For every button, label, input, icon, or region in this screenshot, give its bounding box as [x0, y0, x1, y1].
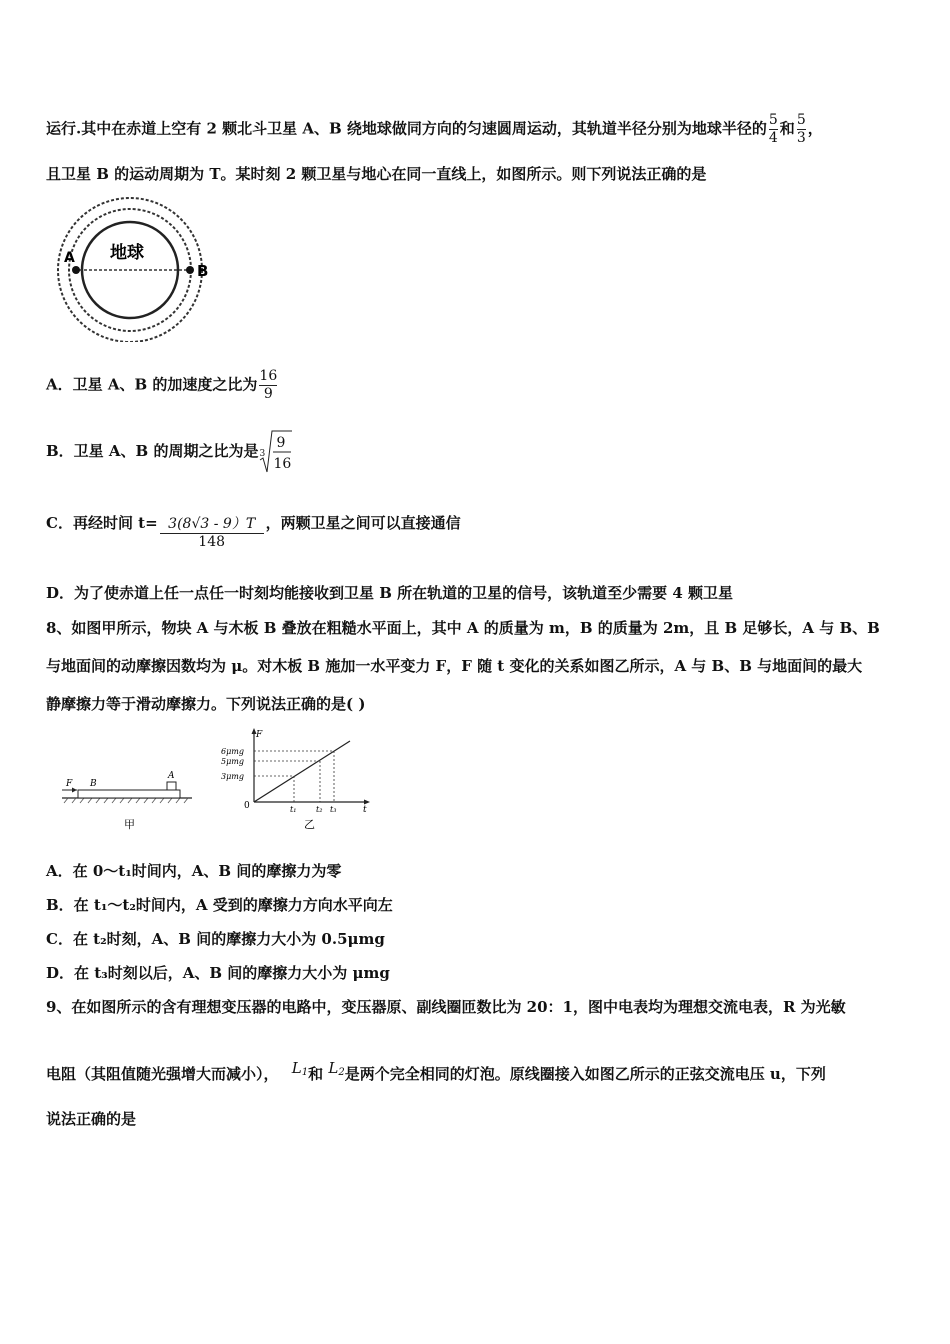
fraction-5-4: $\frac{5}{4}$	[768, 112, 778, 146]
svg-text:t: t	[363, 805, 367, 815]
y-tick: 6μmg	[221, 747, 244, 756]
x-tick: t₃	[330, 805, 337, 814]
svg-text:F: F	[256, 730, 263, 740]
board-b	[78, 790, 180, 798]
q8-option-b: B．在 t₁～t₂时间内，A 受到的摩擦力方向水平向左	[46, 896, 393, 914]
block-a	[167, 782, 176, 790]
q8-option-a: A．在 0～t₁时间内，A、B 间的摩擦力为零	[46, 862, 342, 880]
q7-option-c: C．再经时间 t= $\frac{3(8√3 - 9)T}{148}$ ，两颗卫星之间可以直接通信	[46, 514, 461, 550]
lamp-l1: L1	[291, 1059, 309, 1078]
intro-line-2: 且卫星 B 的运动周期为 T。某时刻 2 颗卫星与地心在同一直线上，如图所示。则下列说法正确的是	[46, 165, 707, 183]
earth-label: 地球	[110, 243, 144, 263]
sat-a-label: A	[64, 250, 75, 266]
orbit-figure	[46, 192, 216, 342]
x-tick: t₁	[290, 805, 297, 814]
satellite-b	[186, 266, 194, 274]
time-fraction: $\frac{3(8√3 - 9)T}{148}$	[160, 516, 264, 551]
q7-option-a: A．卫星 A、B 的加速度之比为 $\frac{16}{9}$	[46, 368, 278, 402]
and-text: 和	[779, 119, 795, 138]
sat-b-label: B	[197, 262, 209, 280]
x-tick: t₂	[316, 805, 323, 814]
figure-yi	[218, 726, 378, 834]
svg-text:0: 0	[244, 801, 250, 811]
figure-jia	[60, 760, 200, 832]
q9-line-3: 说法正确的是	[46, 1110, 137, 1128]
intro-line-1: 运行.其中在赤道上空有 2 颗北斗卫星 A、B 绕地球做同方向的匀速圆周运动，其轨道半径分别为地球半径的 $\frac{5}{4}$ 和 $\frac{5}{3}$ ，	[46, 112, 823, 146]
q8-option-d: D．在 t₃时刻以后，A、B 间的摩擦力大小为 μmg	[46, 964, 390, 982]
svg-text:甲: 甲	[124, 818, 135, 831]
cube-root-expression: 3 9 16	[258, 430, 292, 474]
y-tick: 3μmg	[221, 772, 244, 781]
svg-text:B: B	[90, 779, 97, 789]
q7-option-d: D．为了使赤道上任一点任一时刻均能接收到卫星 B 所在轨道的卫星的信号，该轨道至少需要 4 颗卫星	[46, 584, 734, 602]
fraction-5-3: $\frac{5}{3}$	[796, 112, 806, 146]
y-tick: 5μmg	[221, 757, 244, 766]
q8-line-2: 与地面间的动摩擦因数均为 μ。对木板 B 施加一水平变力 F，F 随 t 变化的关系如图乙所示，A 与 B、B 与地面间的最大	[46, 657, 863, 675]
svg-text:A: A	[168, 771, 175, 781]
q8-line-3: 静摩擦力等于滑动摩擦力。下列说法正确的是( )	[46, 695, 366, 713]
f-line	[254, 741, 350, 802]
fraction-16-9: $\frac{16}{9}$	[259, 368, 278, 402]
q7-option-b: B．卫星 A、B 的周期之比为是 3 9 16	[46, 430, 292, 474]
satellite-a	[72, 266, 80, 274]
lamp-l2: L2	[328, 1059, 345, 1078]
svg-text:F: F	[66, 779, 73, 789]
q9-line-1: 9、在如图所示的含有理想变压器的电路中，变压器原、副线圈匝数比为 20：1，图中电表均为理想交流电表，R 为光敏	[46, 998, 846, 1016]
q9-line-2: 电阻（其阻值随光强增大而减小）， L1和 L2是两个完全相同的灯泡。原线圈接入如图乙所示的正弦交流电压 u，下列	[46, 1059, 826, 1083]
intro-text: 运行.其中在赤道上空有 2 颗北斗卫星 A、B 绕地球做同方向的匀速圆周运动，其轨道半径分别为地球半径的	[46, 119, 767, 138]
q8-option-c: C．在 t₂时刻，A、B 间的摩擦力大小为 0.5μmg	[46, 930, 385, 948]
q8-line-1: 8、如图甲所示，物块 A 与木板 B 叠放在粗糙水平面上，其中 A 的质量为 m，B 的质量为 2m，且 B 足够长，A 与 B、B	[46, 619, 880, 637]
svg-text:乙: 乙	[304, 818, 315, 831]
